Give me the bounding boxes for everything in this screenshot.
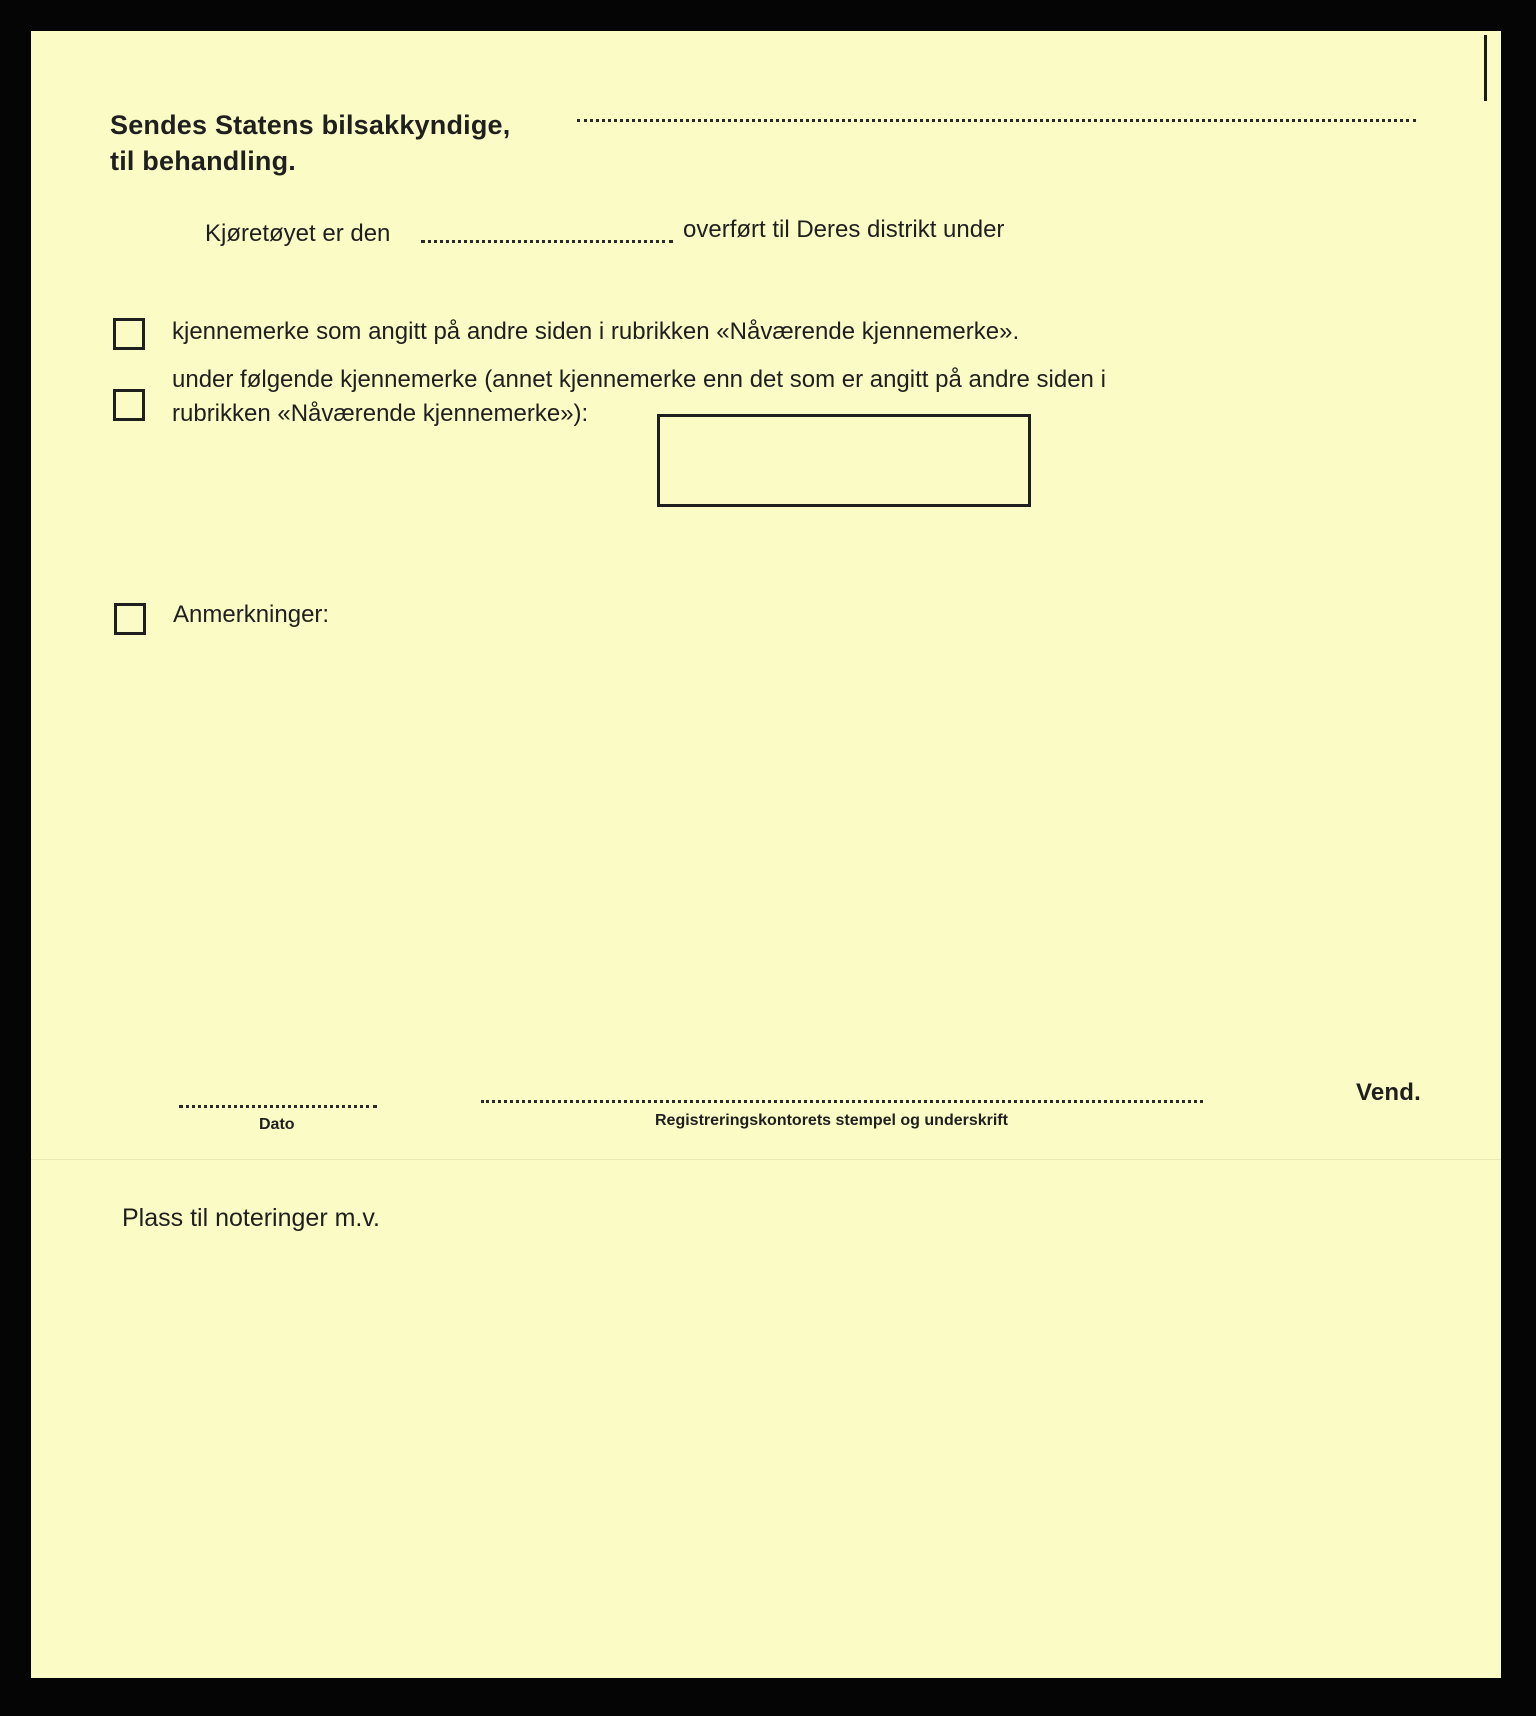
transfer-prefix: Kjøretøyet er den (205, 220, 391, 247)
date-caption: Dato (259, 1116, 295, 1133)
heading-dotted-line (577, 119, 1416, 122)
heading-line-2: til behandling. (110, 146, 296, 176)
notes-label: Plass til noteringer m.v. (122, 1204, 380, 1232)
option-current-plate-label: kjennemerke som angitt på andre siden i rubrikken «Nåværende kjennemerke». (172, 318, 1020, 345)
form-page (31, 31, 1501, 1678)
checkbox-other-plate[interactable] (113, 389, 145, 421)
fold-divider (31, 1159, 1501, 1160)
checkbox-current-plate[interactable] (113, 318, 145, 350)
option-other-plate-line-2: rubrikken «Nåværende kjennemerke»): (172, 400, 589, 427)
edge-mark (1484, 35, 1487, 101)
transfer-suffix: overført til Deres distrikt under (683, 216, 1005, 243)
remarks-label: Anmerkninger: (173, 601, 330, 628)
turn-over-label: Vend. (1356, 1079, 1422, 1106)
stamp-caption: Registreringskontorets stempel og underskrift (655, 1112, 1008, 1129)
transfer-date-field[interactable] (421, 240, 673, 243)
date-signature-line[interactable] (179, 1105, 377, 1108)
heading-line-1: Sendes Statens bilsakkyndige, (110, 110, 511, 140)
other-plate-input-box[interactable] (657, 414, 1031, 507)
stamp-signature-line[interactable] (481, 1100, 1203, 1103)
checkbox-remarks[interactable] (114, 603, 146, 635)
option-other-plate-line-1: under følgende kjennemerke (annet kjennemerke enn det som er angitt på andre siden i (172, 366, 1106, 393)
